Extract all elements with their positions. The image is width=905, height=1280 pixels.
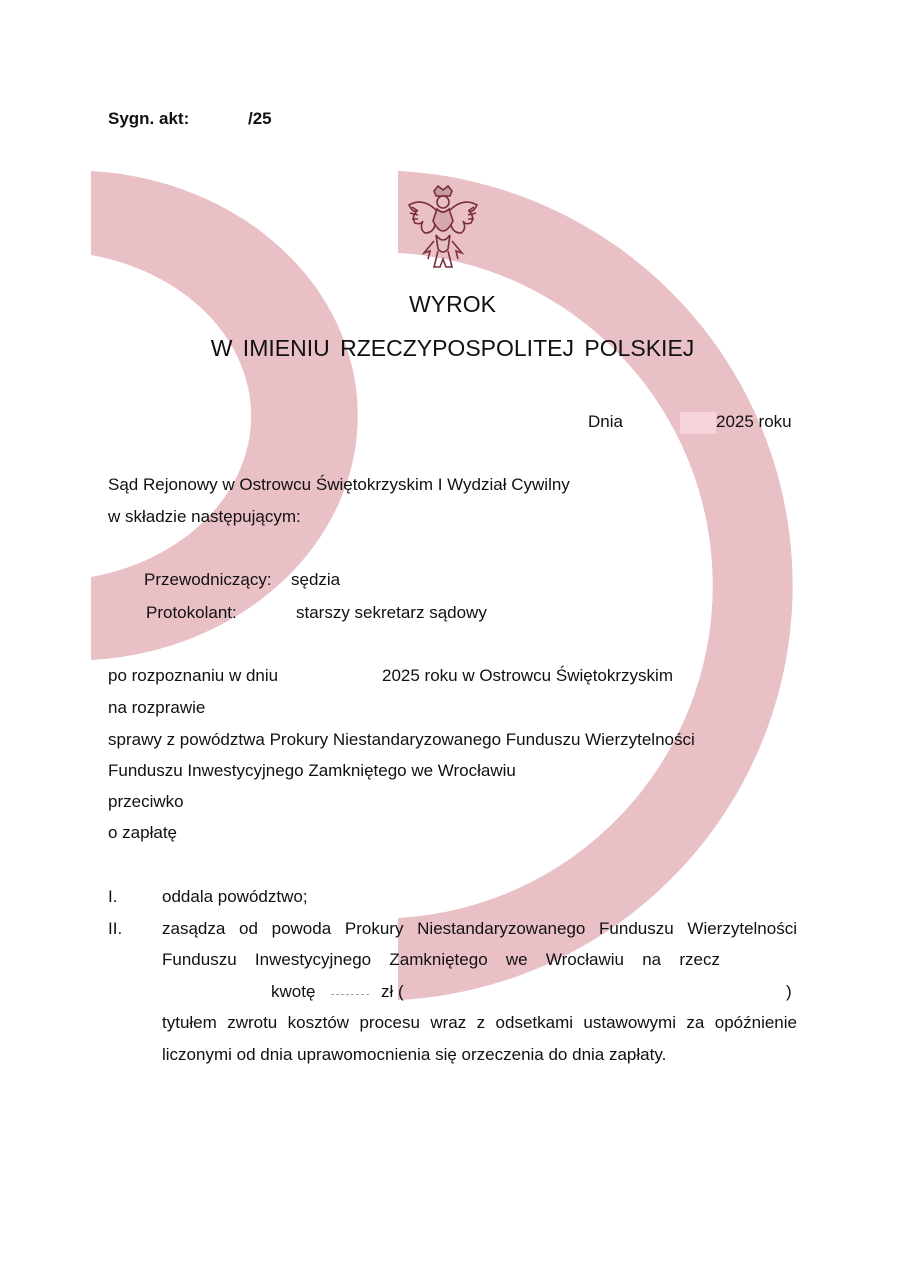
document-title: WYROK: [409, 291, 496, 317]
case-subject: o zapłatę: [108, 823, 177, 842]
court-name: Sąd Rejonowy w Ostrowcu Świętokrzyskim I Wydział Cywilny: [108, 475, 570, 494]
verdict-item-2-line-5: liczonymi od dnia uprawomocnienia się orzeczenia do dnia zapłaty.: [162, 1045, 667, 1064]
chair-label: Przewodniczący:: [144, 570, 272, 589]
chair-value: sędzia: [291, 570, 341, 589]
verdict-currency: zł (: [381, 982, 404, 1001]
clerk-value: starszy sekretarz sądowy: [296, 603, 487, 622]
verdict-item-2-line-2: Funduszu Inwestycyjnego Zamkniętego we Wrocławiu na rzecz: [162, 950, 720, 969]
date-prefix: Dnia: [588, 412, 623, 431]
verdict-item-1-text: oddala powództwo;: [162, 887, 308, 906]
polish-eagle-emblem-icon: [404, 183, 482, 271]
defendant-label: przeciwko: [108, 792, 184, 811]
court-composition-intro: w składzie następującym:: [108, 507, 301, 526]
plaintiff-line-2: Funduszu Inwestycyjnego Zamkniętego we Wrocławiu: [108, 761, 516, 780]
amount-redaction: [331, 994, 369, 995]
verdict-amount-label: kwotę: [271, 982, 316, 1001]
hearing-date-prefix: po rozpoznaniu w dniu: [108, 666, 279, 685]
case-signature-label: Sygn. akt:: [108, 109, 190, 128]
date-redaction: [680, 412, 716, 434]
case-signature-number: /25: [248, 109, 272, 128]
verdict-close-paren: ): [786, 982, 792, 1001]
session-type: na rozprawie: [108, 698, 206, 717]
date-suffix: 2025 roku: [716, 412, 792, 431]
plaintiff-line-1: sprawy z powództwa Prokury Niestandaryzowanego Funduszu Wierzytelności: [108, 730, 695, 749]
verdict-item-2-line-4: tytułem zwrotu kosztów procesu wraz z odsetkami ustawowymi za opóźnienie: [162, 1013, 797, 1032]
verdict-item-2-line-1: zasądza od powoda Prokury Niestandaryzowanego Funduszu Wierzytelności: [162, 919, 797, 938]
clerk-label: Protokolant:: [146, 603, 237, 622]
verdict-item-2-number: II.: [108, 919, 123, 938]
hearing-date-suffix: 2025 roku w Ostrowcu Świętokrzyskim: [382, 666, 673, 685]
document-subtitle: W IMIENIU RZECZYPOSPOLITEJ POLSKIEJ: [210, 335, 695, 361]
verdict-item-1-number: I.: [108, 887, 118, 906]
